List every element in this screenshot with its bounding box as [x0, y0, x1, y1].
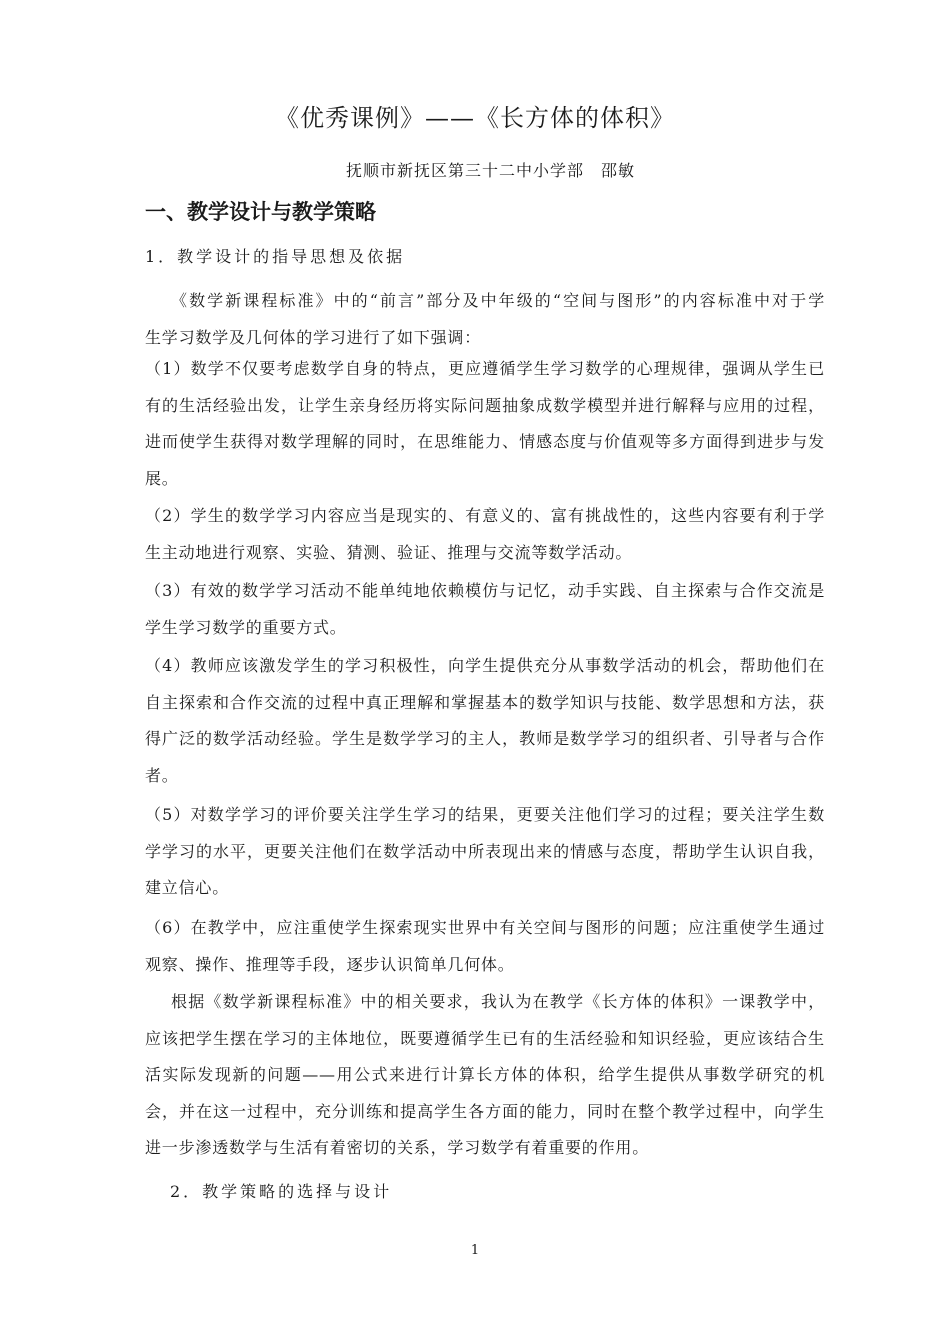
- text-line: 得广泛的数学活动经验。学生是数学学习的主人，教师是数学学习的组织者、引导者与合作: [145, 729, 825, 748]
- section-heading-1: 一、教学设计与教学策略: [145, 200, 376, 224]
- text-line: 有的生活经验出发，让学生亲身经历将实际问题抽象成数学模型并进行解释与应用的过程，: [145, 395, 825, 415]
- author-line: 抚顺市新抚区第三十二中小学部 邵敏: [346, 161, 636, 180]
- text-line: 展。: [145, 468, 179, 488]
- text-line: 根据《数学新课程标准》中的相关要求，我认为在教学《长方体的体积》一课教学中，: [171, 992, 825, 1011]
- text-line: 自主探索和合作交流的过程中真正理解和掌握基本的数学知识与技能、数学思想和方法，获: [145, 692, 825, 712]
- text-line: （5）对数学学习的评价要关注学生学习的结果，更要关注他们学习的过程；要关注学生数: [145, 805, 825, 824]
- text-line: 生学习数学及几何体的学习进行了如下强调：: [145, 327, 482, 347]
- intro-paragraph: [145, 283, 825, 356]
- text-line: 活实际发现新的问题——用公式来进行计算长方体的体积，给学生提供从事数学研究的机: [145, 1065, 825, 1084]
- text-line: 进一步渗透数学与生活有着密切的关系，学习数学有着重要的作用。: [145, 1138, 650, 1157]
- list-item-1: [145, 351, 825, 497]
- conclusion-paragraph: [145, 984, 825, 1167]
- text-line: 建立信心。: [145, 878, 230, 897]
- text-line: （4）教师应该激发学生的学习积极性，向学生提供充分从事数学活动的机会，帮助他们在: [145, 656, 825, 675]
- page-number: 1: [470, 1243, 480, 1258]
- text-line: （2）学生的数学学习内容应当是现实的、有意义的、富有挑战性的，这些内容要有利于学: [145, 506, 825, 525]
- text-line: 《数学新课程标准》中的“前言”部分及中年级的“空间与图形”的内容标准中对于学: [171, 291, 825, 310]
- text-line: （3）有效的数学学习活动不能单纯地依赖模仿与记忆，动手实践、自主探索与合作交流是: [145, 581, 825, 600]
- list-item-4: [145, 648, 825, 794]
- text-line: 进而使学生获得对数学理解的同时，在思维能力、情感态度与价值观等多方面得到进步与发: [145, 432, 825, 451]
- list-item-5: [145, 797, 825, 907]
- text-line: 学学习的水平，更要关注他们在数学活动中所表现出来的情感与态度，帮助学生认识自我，: [145, 841, 825, 861]
- document-title: 《优秀课例》——《长方体的体积》: [275, 104, 675, 132]
- subsection-heading-1: 1．教学设计的指导思想及依据: [145, 247, 406, 266]
- text-line: （6）在教学中，应注重使学生探索现实世界中有关空间与图形的问题；应注重使学生通过: [145, 918, 825, 937]
- text-line: 会，并在这一过程中，充分训练和提高学生各方面的能力，同时在整个教学过程中，向学生: [145, 1101, 825, 1121]
- text-line: 学生学习数学的重要方式。: [145, 617, 347, 637]
- text-line: （1）数学不仅要考虑数学自身的特点，更应遵循学生学习数学的心理规律，强调从学生已: [145, 359, 825, 378]
- subsection-heading-2: 2．教学策略的选择与设计: [170, 1182, 393, 1201]
- list-item-6: [145, 910, 825, 983]
- list-item-3: [145, 573, 825, 646]
- text-line: 观察、操作、推理等手段，逐步认识简单几何体。: [145, 954, 515, 974]
- text-line: 应该把学生摆在学习的主体地位，既要遵循学生已有的生活经验和知识经验，更应该结合生: [145, 1028, 825, 1048]
- text-line: 生主动地进行观察、实验、猜测、验证、推理与交流等数学活动。: [145, 542, 633, 562]
- list-item-2: [145, 498, 825, 571]
- text-line: 者。: [145, 765, 179, 785]
